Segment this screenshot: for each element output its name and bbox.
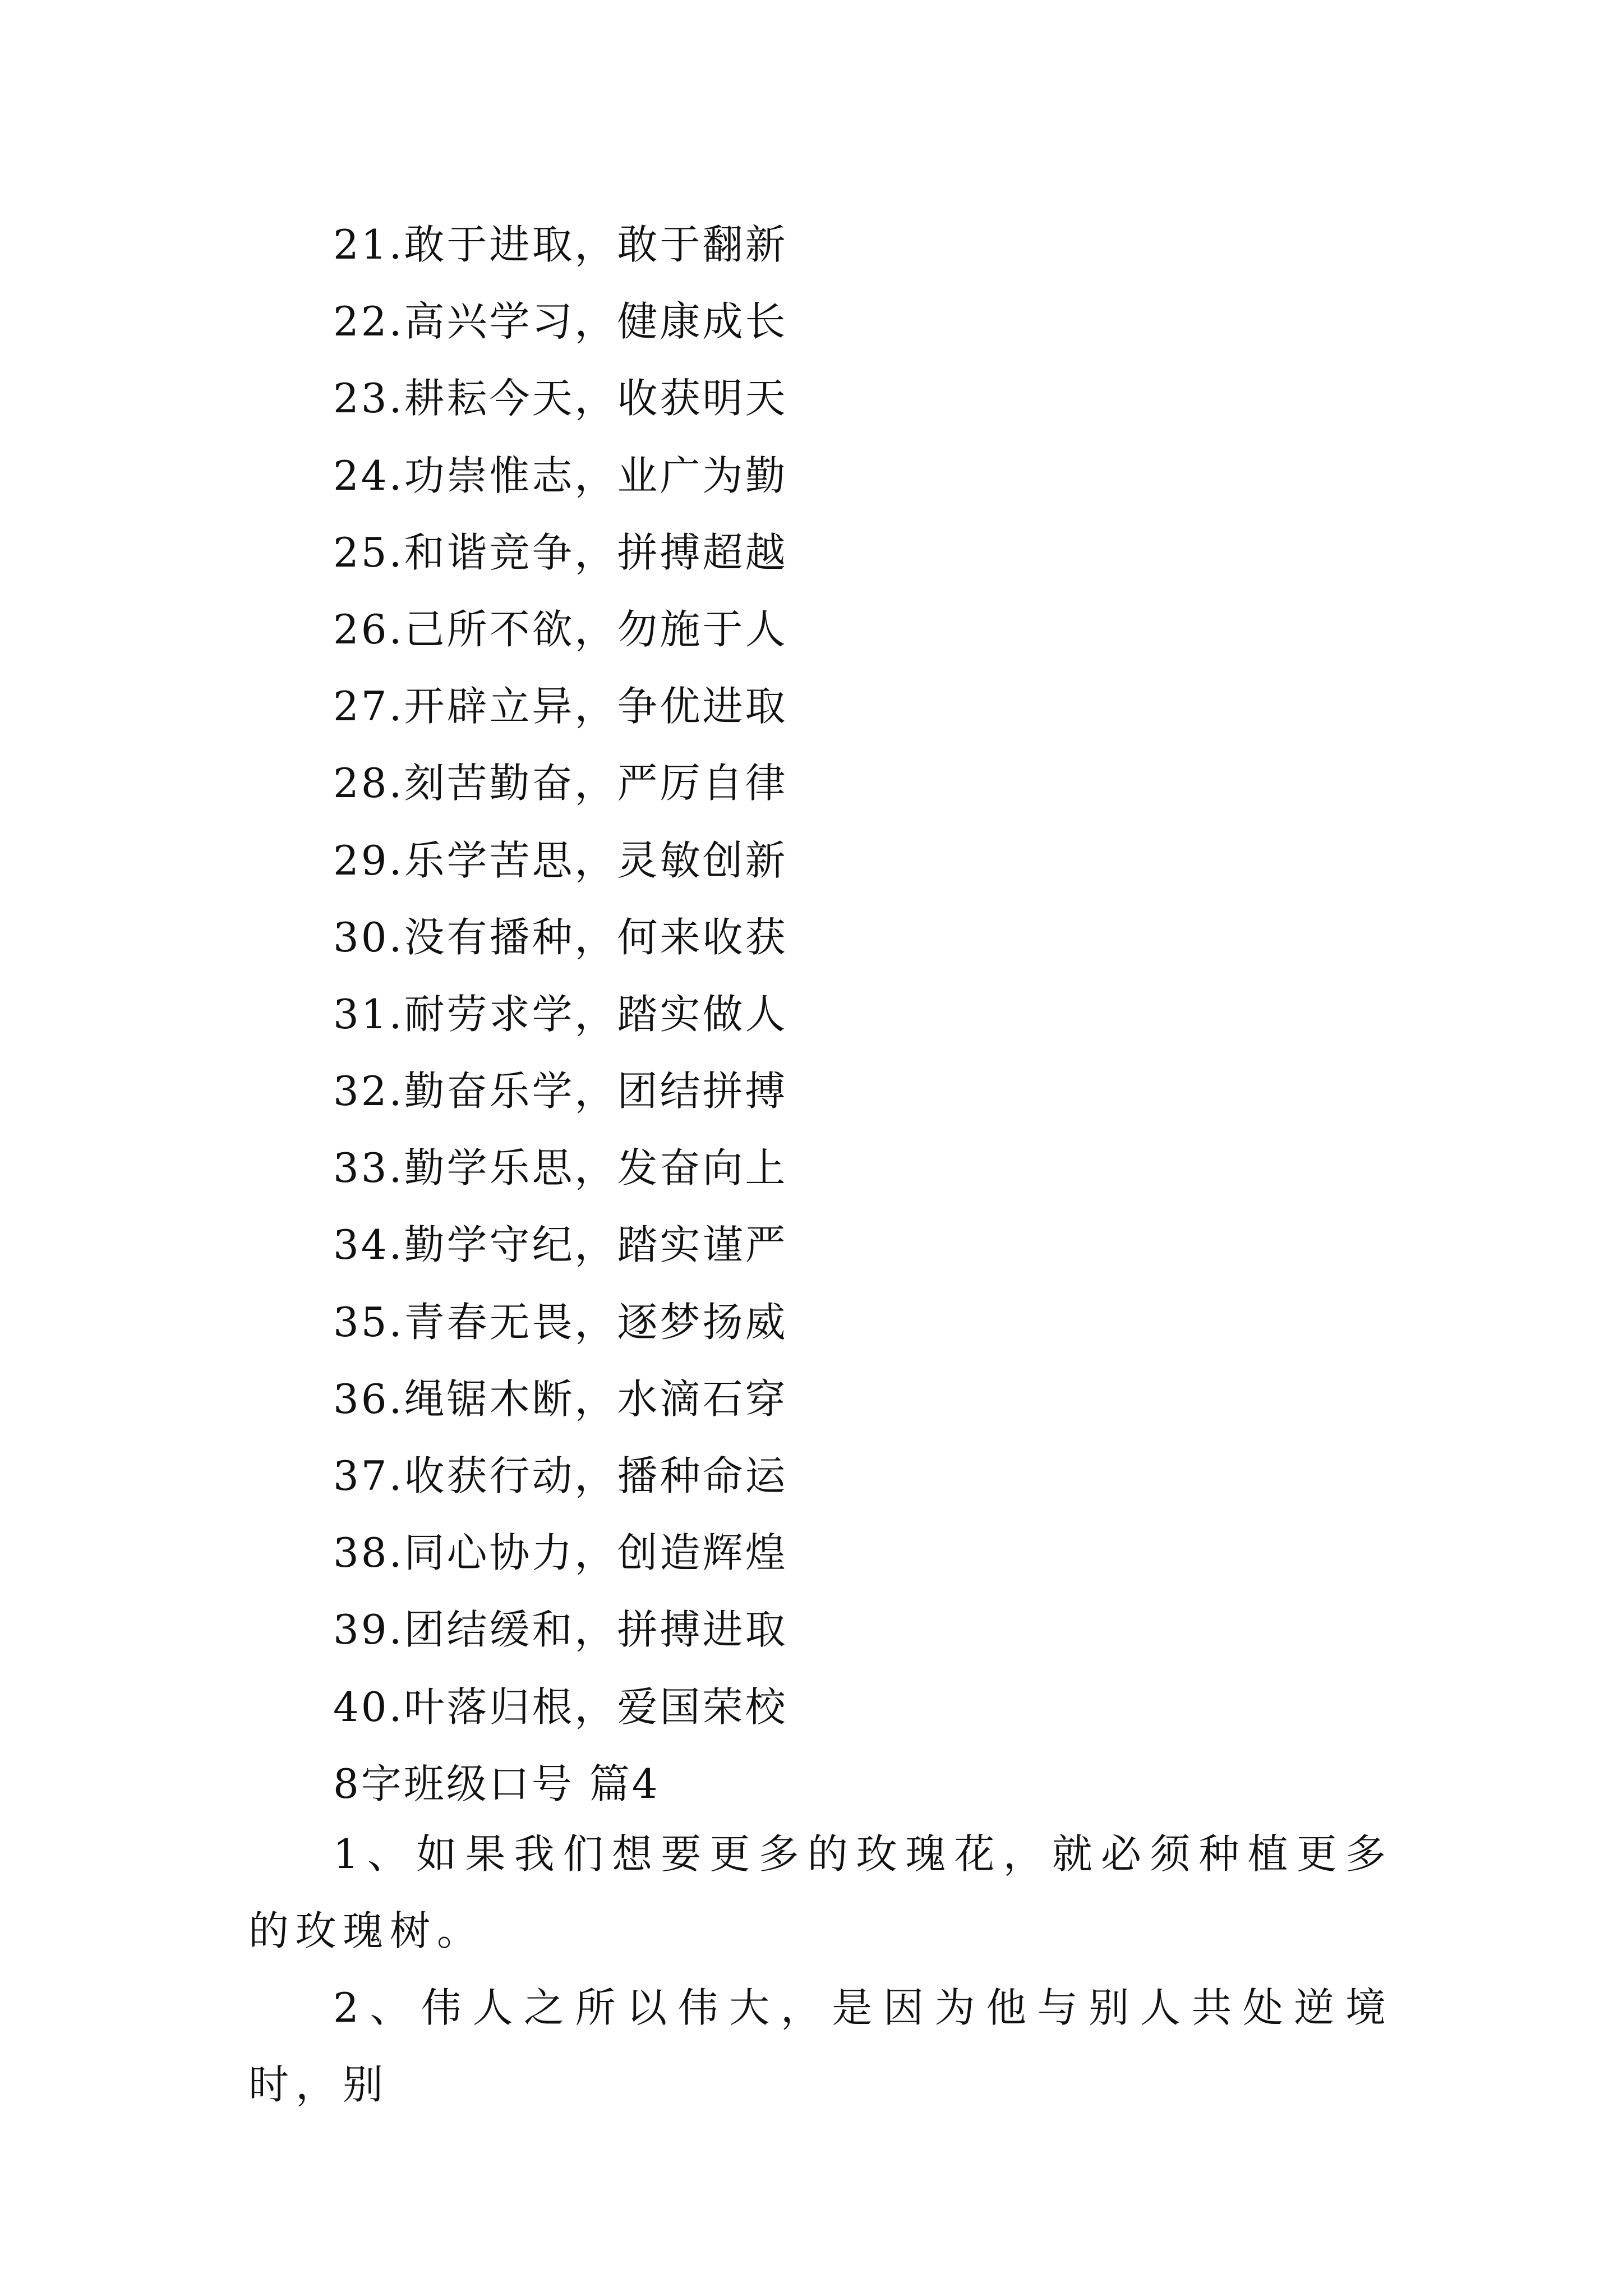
slogan-item: 23.耕耘今天，收获明天 — [333, 375, 788, 422]
slogan-item: 39.团结缓和，拼搏进取 — [333, 1606, 788, 1654]
slogan-item: 34.勤学守纪，踏实谨严 — [333, 1221, 788, 1269]
slogan-item: 30.没有播种，何来收获 — [333, 913, 788, 961]
slogan-item: 22.高兴学习，健康成长 — [333, 298, 788, 346]
body-paragraph: 1、如果我们想要更多的玫瑰花，就必须种植更多的玫瑰树。 — [248, 1830, 1393, 1954]
slogan-item: 27.开辟立异，争优进取 — [333, 683, 788, 730]
section-heading: 8字班级口号 篇4 — [333, 1760, 660, 1807]
slogan-list — [333, 215, 788, 1754]
slogan-item: 35.青春无畏，逐梦扬威 — [333, 1298, 788, 1346]
slogan-item: 32.勤奋乐学，团结拼搏 — [333, 1068, 788, 1115]
slogan-item: 26.己所不欲，勿施于人 — [333, 605, 788, 653]
slogan-item: 40.叶落归根，爱国荣校 — [333, 1683, 788, 1731]
body-paragraph: 2、伟人之所以伟大，是因为他与别人共处逆境时，别 — [248, 1984, 1393, 2108]
slogan-item: 38.同心协力，创造辉煌 — [333, 1529, 788, 1577]
slogan-item: 37.收获行动，播种命运 — [333, 1452, 788, 1499]
slogan-item: 28.刻苦勤奋，严厉自律 — [333, 760, 788, 807]
slogan-item: 25.和谐竞争，拼搏超越 — [333, 528, 788, 576]
slogan-item: 33.勤学乐思，发奋向上 — [333, 1144, 788, 1192]
slogan-item: 31.耐劳求学，踏实做人 — [333, 990, 788, 1038]
slogan-item: 21.敢于进取，敢于翻新 — [333, 221, 788, 268]
slogan-item: 29.乐学苦思，灵敏创新 — [333, 836, 788, 884]
slogan-item: 24.功崇惟志，业广为勤 — [333, 452, 788, 499]
slogan-item: 36.绳锯木断，水滴石穿 — [333, 1375, 788, 1423]
